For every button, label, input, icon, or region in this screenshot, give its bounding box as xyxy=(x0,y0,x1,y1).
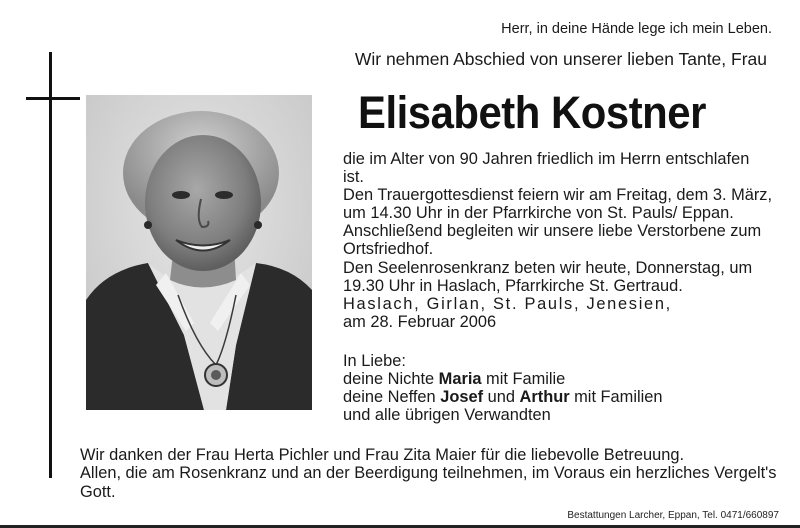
cross-icon xyxy=(49,52,52,478)
date-line: am 28. Februar 2006 xyxy=(343,312,497,331)
signature-line: und alle übrigen Verwandten xyxy=(343,406,551,425)
funeral-home-footer: Bestattungen Larcher, Eppan, Tel. 0471/660897 xyxy=(567,510,779,521)
thanks-paragraph: Allen, die am Rosenkranz und an der Beerdigung teilnehmen, im Voraus ein herzliches Vergelt's Gott. xyxy=(80,464,777,501)
signature-line: deine Nichte Maria mit Familie xyxy=(343,370,566,389)
signature-intro: In Liebe: xyxy=(343,352,406,370)
signature-line: deine Neffen Josef und Arthur mit Familien xyxy=(343,388,663,407)
thanks-block xyxy=(80,446,780,501)
body-paragraph: Den Trauergottesdienst feiern wir am Freitag, dem 3. März, um 14.30 Uhr in der Pfarrkirche von St. Pauls/ Eppan. Anschließend begleiten wir unsere liebe Verstorbene zum Ortsfriedhof. xyxy=(343,186,773,259)
farewell-line: Wir nehmen Abschied von unserer lieben Tante, Frau xyxy=(354,49,767,69)
portrait-photo xyxy=(86,95,312,410)
body-paragraph: Den Seelenrosenkranz beten wir heute, Donnerstag, um 19.30 Uhr in Haslach, Pfarrkirche St. Gertraud. xyxy=(343,258,753,295)
notice-body xyxy=(343,150,773,331)
signature-block xyxy=(343,352,773,424)
body-paragraph: die im Alter von 90 Jahren friedlich im Herrn entschlafen ist. xyxy=(343,150,750,187)
cross-bar xyxy=(26,97,80,100)
places-line: Haslach, Girlan, St. Pauls, Jenesien, xyxy=(343,294,672,313)
mourner-name: Josef xyxy=(440,388,484,407)
portrait-illustration xyxy=(86,95,312,410)
motto: Herr, in deine Hände lege ich mein Leben. xyxy=(501,21,772,37)
thanks-paragraph: Wir danken der Frau Herta Pichler und Frau Zita Maier für die liebevolle Betreuung. xyxy=(80,446,685,464)
deceased-name: Elisabeth Kostner xyxy=(358,87,706,138)
mourner-name: Maria xyxy=(438,370,482,389)
mourner-name: Arthur xyxy=(519,388,570,407)
